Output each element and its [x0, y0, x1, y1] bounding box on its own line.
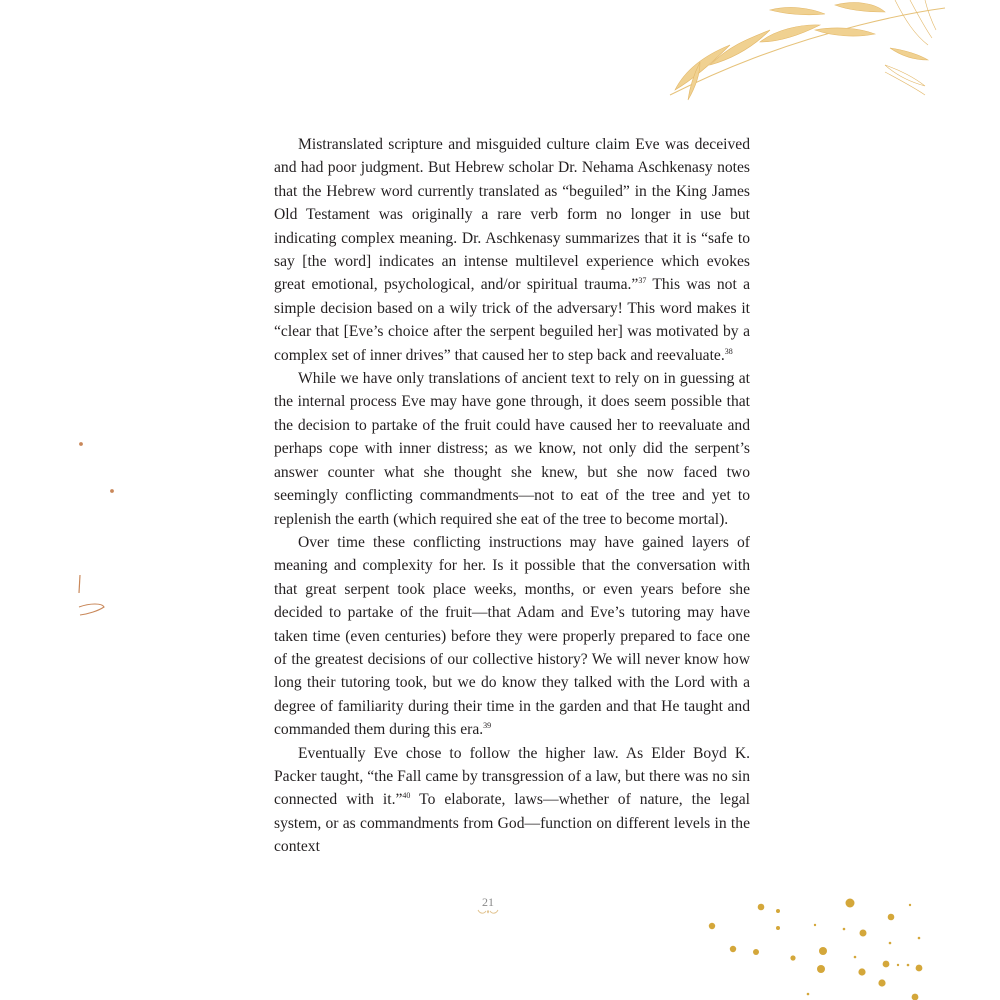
flourish-marks-icon: [70, 435, 120, 625]
footnote-ref: 37: [638, 276, 647, 286]
gold-leaf-branch-icon: [660, 0, 950, 110]
paragraph: Mistranslated scripture and misguided culture claim Eve was deceived and had poor judgment. But Hebrew scholar Dr. Nehama Aschkenasy notes that the Hebrew word currently translated as “beguiled” in the King James Old Testament was originally a rare verb form no longer in use but indicating complex meaning. Dr. Aschkenasy summarizes that it is “safe to say [the word] indicates an intense multilevel experience which evokes great emotional, psychological, and/or spiritual trauma.”$^{37}$ This was not a simple decision based on a wily trick of the adversary! This word makes it “clear that [Eve’s choice after the serpent beguiled her] was motivated by a complex set of inner drives” that caused her to step back and reevaluate.$^{38}$: [274, 136, 750, 364]
footnote-ref: 39: [483, 721, 492, 731]
body-text: [274, 133, 750, 859]
footnote-ref: 38: [724, 346, 733, 356]
gold-confetti-icon: [690, 880, 950, 1000]
paragraph: While we have only translations of ancient text to rely on in guessing at the internal process Eve may have gone through, it does seem possible that the decision to partake of the fruit could have caused her to reevaluate and perhaps cope with inner distress; as we know, not only did the serpent’s answer counter what she thought she knew, but she now faced two seemingly conflicting commandments—not to eat of the tree and yet to replenish the earth (which required she eat of the tree to become mortal).: [274, 370, 750, 528]
paragraph: Eventually Eve chose to follow the higher law. As Elder Boyd K. Packer taught, “the Fall came by transgression of a law, but there was no sin connected with it.”$^{40}$ To elaborate, laws—whether of nature, the legal system, or as commandments from God—function on different levels in the context: [274, 744, 750, 856]
footnote-ref: 40: [402, 791, 411, 801]
page-number: 21: [482, 895, 494, 909]
paragraph: Over time these conflicting instructions may have gained layers of meaning and complexity for her. Is it possible that the conversation with that great serpent took place weeks, months, or even years before she decided to partake of the fruit—that Adam and Eve’s tutoring may have taken time (even centuries) before they were properly prepared to face one of the greatest decisions of our collective history? We will never know how long their tutoring took, but we do know they talked with the Lord with a degree of familiarity during their time in the garden and that He taught and commanded them during this era.$^{39}$: [274, 533, 750, 739]
scroll-ornament-icon: [476, 908, 500, 916]
